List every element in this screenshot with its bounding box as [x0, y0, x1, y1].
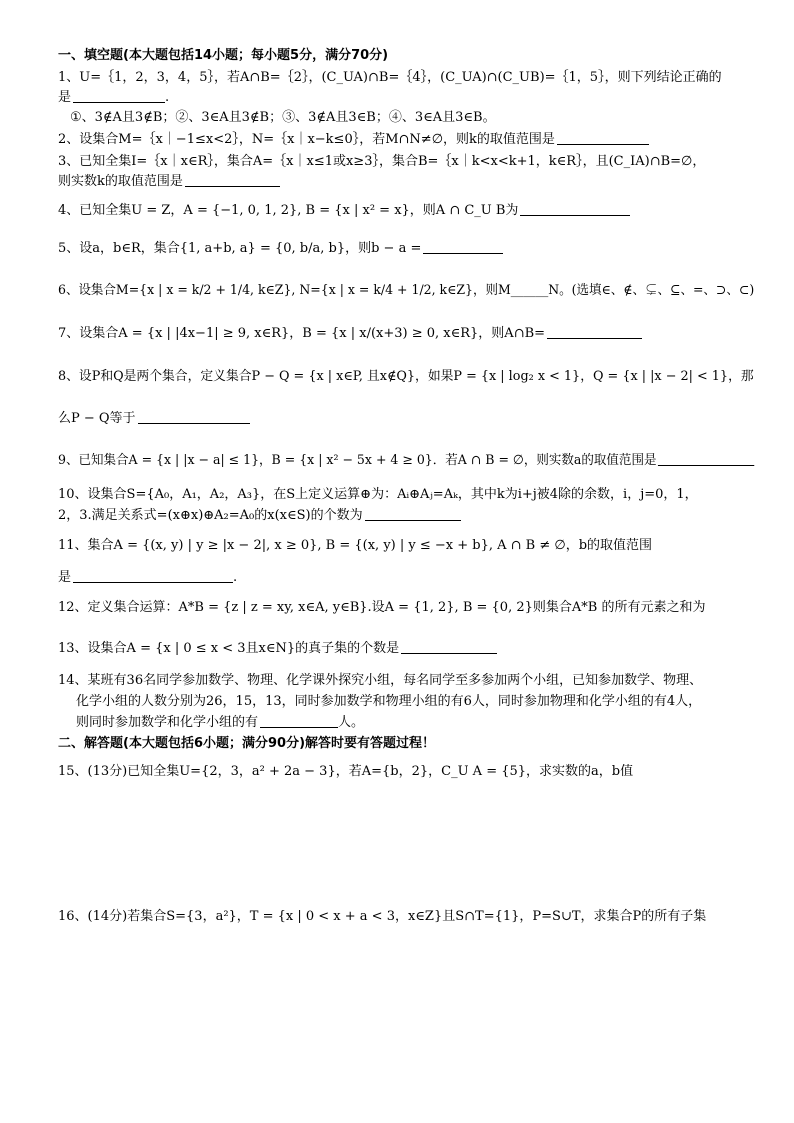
- question-4-text: 4、已知全集U = Z，A = {−1, 0, 1, 2}, B = {x | x² = x}，则A ∩ C_U B为: [58, 203, 519, 218]
- question-6: 6、设集合M={x | x = k/2 + 1/4, k∈Z}, N={x | x = k/4 + 1/2, k∈Z}，则M______N。(选填∈、∉、⊊、⊆、=、⊃、⊂): [58, 283, 755, 298]
- answer-blank-11: [73, 570, 233, 583]
- question-10-line2: [58, 508, 744, 524]
- question-5: [58, 241, 744, 257]
- question-9: [58, 453, 719, 469]
- question-14-line2: 化学小组的人数分别为26，15，13，同时参加数学和物理小组的有6人，同时参加物理和化学小组的有4人，: [76, 694, 702, 709]
- question-11-text: 是: [58, 570, 72, 585]
- question-14-end: 人。: [338, 715, 365, 730]
- question-11-line2: 是 .: [58, 570, 238, 585]
- section-2-heading: 二、解答题(本大题包括6小题；满分90分)解答时要有答题过程！: [58, 736, 436, 751]
- question-14-line3: [76, 715, 744, 731]
- answer-blank-2: [557, 132, 649, 145]
- question-10-text: 2，3.满足关系式=(x⊕x)⊕A₂=A₀的x(x∈S)的个数为: [58, 508, 363, 523]
- question-1-answer-prefix: 是: [58, 90, 72, 105]
- question-4: [58, 203, 744, 219]
- question-3-line1: 3、已知全集I=｛x｜x∈R｝，集合A=｛x｜x≤1或x≥3｝，集合B=｛x｜k<x<k+1，k∈R｝，且(C_IA)∩B=∅，: [58, 154, 706, 169]
- answer-blank-7: [547, 326, 642, 339]
- answer-blank-5: [423, 241, 503, 254]
- question-15: 15、(13分)已知全集U={2，3，a² + 2a − 3}，若A={b，2}，C_U A = {5}，求实数的a，b值: [58, 764, 634, 779]
- answer-blank-3: [185, 174, 280, 187]
- question-14-line1: 14、某班有36名同学参加数学、物理、化学课外探究小组，每名同学至多参加两个小组，已知参加数学、物理、: [58, 673, 703, 688]
- question-13: [58, 641, 744, 657]
- question-3-line2: [58, 174, 744, 190]
- question-8-line2: [58, 411, 744, 427]
- question-8-line1: 8、设P和Q是两个集合，定义集合P − Q = {x | x∈P, 且x∉Q}，如果P = {x | log₂ x < 1}，Q = {x | |x − 2| < 1}，那: [58, 369, 754, 384]
- question-16: 16、(14分)若集合S={3，a²}，T = {x | 0 < x + a < 3，x∈Z}且S∩T={1}，P=S∪T，求集合P的所有子集: [58, 909, 707, 924]
- answer-blank-1: [73, 90, 165, 103]
- question-1-line1: 1、U=｛1，2，3，4，5｝，若A∩B=｛2｝，(C_UA)∩B=｛4｝，(C_UA)∩(C_UB)=｛1，5｝，则下列结论正确的: [58, 70, 722, 85]
- question-2-text: 2、设集合M=｛x｜−1≤x<2｝，N=｛x｜x−k≤0｝，若M∩N≠∅，则k的取值范围是: [58, 132, 555, 147]
- question-11-line1: 11、集合A = {(x, y) | y ≥ |x − 2|, x ≥ 0}, B = {(x, y) | y ≤ −x + b}, A ∩ B ≠ ∅，b的取值范围: [58, 538, 653, 553]
- answer-blank-10: [365, 508, 461, 521]
- question-1-options: ①、3∉A且3∉B；②、3∈A且3∉B；③、3∉A且3∈B；④、3∈A且3∈B。: [70, 110, 496, 125]
- answer-blank-14: [260, 715, 338, 728]
- question-10-line1: 10、设集合S={A₀，A₁，A₂，A₃}，在S上定义运算⊕为：Aᵢ⊕Aⱼ=Aₖ，其中k为i+j被4除的余数，i，j=0，1，: [58, 487, 698, 502]
- section-1-heading: 一、填空题(本大题包括14小题；每小题5分，满分70分): [58, 48, 389, 63]
- question-14-text: 则同时参加数学和化学小组的有: [76, 715, 259, 730]
- question-7-text: 7、设集合A = {x | |4x−1| ≥ 9, x∈R}，B = {x | x/(x+3) ≥ 0, x∈R}，则A∩B=: [58, 326, 546, 341]
- answer-blank-9: [658, 453, 754, 466]
- question-12: 12、定义集合运算：A*B = {z | z = xy, x∈A, y∈B}.设A = {1, 2}, B = {0, 2}则集合A*B 的所有元素之和为: [58, 600, 706, 615]
- answer-blank-8: [138, 411, 250, 424]
- question-1-line2: 是 .: [58, 90, 170, 105]
- question-13-text: 13、设集合A = {x | 0 ≤ x < 3且x∈N}的真子集的个数是: [58, 641, 400, 656]
- answer-blank-13: [401, 641, 497, 654]
- question-3-text: 则实数k的取值范围是: [58, 174, 183, 189]
- question-7: [58, 326, 744, 342]
- question-2: [58, 132, 744, 148]
- answer-blank-4: [520, 203, 630, 216]
- question-8-text: 么P − Q等于: [58, 411, 136, 426]
- question-5-text: 5、设a，b∈R，集合{1, a+b, a} = {0, b/a, b}，则b − a =: [58, 241, 422, 256]
- question-9-text: 9、已知集合A = {x | |x − a| ≤ 1}，B = {x | x² − 5x + 4 ≥ 0}．若A ∩ B = ∅，则实数a的取值范围是: [58, 453, 657, 468]
